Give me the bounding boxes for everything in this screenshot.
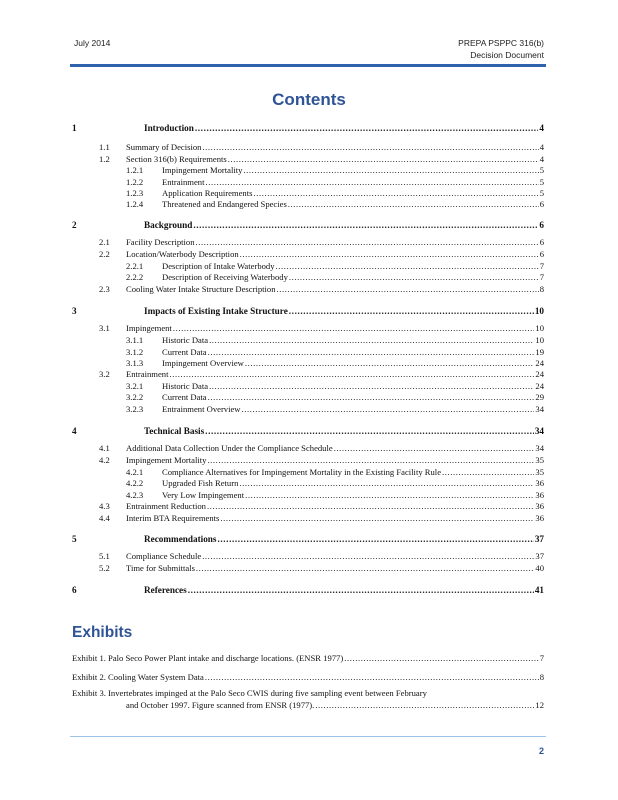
leader-dots (173, 322, 535, 334)
toc-entry-number: 4 (72, 426, 77, 436)
toc-entry-number: 2.2.1 (126, 261, 144, 271)
toc-entry[interactable] (72, 334, 544, 346)
toc-entry-line (126, 512, 544, 524)
header-doc-subtitle: Decision Document (470, 50, 544, 60)
leader-dots (196, 562, 534, 574)
leader-dots (240, 248, 539, 260)
leader-dots (196, 236, 539, 248)
toc-entry-page: 7 (539, 261, 544, 271)
leader-dots (277, 283, 539, 295)
toc-entry-page: 24 (535, 369, 544, 379)
toc-entry-title: Summary of Decision (126, 142, 202, 152)
toc-entry-number: 4.2 (99, 455, 110, 465)
toc-entry-page: 4 (539, 142, 544, 152)
toc-entry-title: Current Data (162, 347, 207, 357)
toc-entry[interactable] (72, 391, 544, 403)
toc-entry[interactable] (72, 164, 544, 176)
toc-entry-number: 1.2.2 (126, 177, 144, 187)
toc-entry-line (162, 334, 544, 346)
toc-entry[interactable] (72, 512, 544, 524)
toc-entry[interactable] (72, 477, 544, 489)
toc-entry-page: 6 (539, 237, 544, 247)
leader-dots (239, 477, 534, 489)
toc-entry-number: 2 (72, 220, 77, 230)
toc-entry-title: Application Requirements (162, 188, 253, 198)
toc-entry[interactable] (72, 283, 544, 295)
toc-entry[interactable] (72, 305, 544, 317)
toc-entry-page: 5 (539, 188, 544, 198)
toc-entry-title: Description of Receiving Waterbody (162, 272, 288, 282)
toc-entry-line (162, 164, 544, 176)
leader-dots (193, 219, 538, 231)
toc-entry-line (126, 500, 544, 512)
toc-entry-page: 34 (535, 443, 544, 453)
toc-entry-page: 6 (539, 249, 544, 259)
toc-entry-page: 5 (539, 165, 544, 175)
leader-dots (217, 533, 533, 545)
toc-entry-page: 6 (539, 199, 544, 209)
toc-entry-line (126, 442, 544, 454)
toc-entry-number: 5 (72, 534, 77, 544)
exhibits-heading: Exhibits (72, 624, 133, 641)
toc-entry-line (144, 584, 544, 596)
toc-entry-line (126, 368, 544, 380)
toc-entry-number: 3.1 (99, 323, 110, 333)
toc-entry-title: Entrainment Overview (162, 404, 241, 414)
toc-entry-page: 35 (535, 467, 544, 477)
toc-entry-number: 3.2 (99, 369, 110, 379)
toc-entry-number: 4.2.3 (126, 490, 144, 500)
toc-entry[interactable] (72, 550, 544, 562)
toc-entry[interactable] (72, 368, 544, 380)
leader-dots (289, 271, 539, 283)
toc-entry[interactable] (72, 219, 544, 231)
leader-dots (208, 391, 535, 403)
exhibit-page: 12 (535, 700, 544, 710)
toc-entry-number: 3 (72, 306, 77, 316)
toc-entry-title: Threatened and Endangered Species (162, 199, 287, 209)
toc-entry-line (162, 391, 544, 403)
toc-entry-page: 34 (534, 426, 544, 436)
toc-entry-line (126, 283, 544, 295)
toc-entry-page: 29 (535, 392, 544, 402)
toc-entry-title: Impingement Overview (162, 358, 244, 368)
leader-dots (169, 368, 534, 380)
toc-entry-number: 3.1.3 (126, 358, 144, 368)
toc-entry-number: 6 (72, 585, 77, 595)
toc-entry-line (144, 533, 544, 545)
toc-entry[interactable] (72, 141, 544, 153)
exhibit-title: Exhibit 2. Cooling Water System Data (72, 672, 204, 682)
exhibit-entry-2[interactable] (72, 671, 544, 683)
toc-entry-title: Introduction (144, 123, 194, 133)
leader-dots (202, 550, 534, 562)
toc-entry-page: 4 (539, 123, 544, 133)
toc-entry-line (162, 271, 544, 283)
leader-dots (209, 334, 534, 346)
toc-entry-title: Impingement Mortality (162, 165, 243, 175)
toc-entry-page: 36 (535, 478, 544, 488)
toc-entry-title: Compliance Schedule (126, 551, 202, 561)
toc-entry-line (126, 562, 544, 574)
toc-entry[interactable] (72, 425, 544, 437)
toc-entry-page: 36 (535, 501, 544, 511)
toc-entry-number: 4.2.2 (126, 478, 144, 488)
toc-entry-title: Cooling Water Intake Structure Description (126, 284, 276, 294)
toc-entry-number: 5.2 (99, 563, 110, 573)
toc-entry-number: 2.2 (99, 249, 110, 259)
toc-entry[interactable] (72, 271, 544, 283)
footer-rule (70, 736, 546, 737)
toc-entry-line (162, 477, 544, 489)
toc-entry-line (144, 305, 544, 317)
contents-heading: Contents (272, 90, 346, 109)
toc-entry[interactable] (72, 236, 544, 248)
toc-entry[interactable] (72, 122, 544, 134)
header-doc-title: PREPA PSPPC 316(b) (458, 38, 544, 48)
exhibit-page: 8 (539, 672, 544, 682)
toc-entry-title: Description of Intake Waterbody (162, 261, 275, 271)
toc-entry-title: Additional Data Collection Under the Compliance Schedule (126, 443, 333, 453)
toc-entry[interactable] (72, 454, 544, 466)
toc-entry-title: Background (144, 220, 193, 230)
toc-entry-title: Impingement Mortality (126, 455, 207, 465)
toc-entry-page: 40 (535, 563, 544, 573)
toc-entry-page: 5 (539, 177, 544, 187)
toc-entry-page: 6 (539, 220, 544, 230)
toc-entry-line (126, 322, 544, 334)
toc-entry-line (162, 198, 544, 210)
toc-entry-title: Upgraded Fish Return (162, 478, 239, 488)
toc-entry-line (126, 454, 544, 466)
toc-entry-number: 3.2.1 (126, 381, 144, 391)
toc-entry-title: Impingement (126, 323, 172, 333)
toc-entry-page: 4 (539, 154, 544, 164)
leader-dots (242, 403, 535, 415)
toc-entry-line (144, 425, 544, 437)
toc-entry-number: 2.1 (99, 237, 110, 247)
page-number: 2 (538, 746, 544, 756)
toc-entry-line (162, 403, 544, 415)
toc-entry-title: Impacts of Existing Intake Structure (144, 306, 288, 316)
toc-entry-page: 10 (534, 306, 544, 316)
toc-entry-title: Very Low Impingement (162, 490, 245, 500)
leader-dots (195, 122, 539, 134)
toc-entry[interactable] (72, 403, 544, 415)
toc-entry-number: 3.1.2 (126, 347, 144, 357)
toc-entry-line (126, 550, 544, 562)
toc-entry[interactable] (72, 442, 544, 454)
toc-entry[interactable] (72, 322, 544, 334)
toc-entry-title: References (144, 585, 187, 595)
toc-entry-page: 7 (539, 272, 544, 282)
leader-dots (289, 305, 534, 317)
toc-entry-page: 8 (539, 284, 544, 294)
leader-dots (334, 442, 535, 454)
toc-entry-title: Entrainment (126, 369, 169, 379)
toc-entry-page: 19 (535, 347, 544, 357)
leader-dots (205, 425, 534, 437)
exhibit-entry-3[interactable] (72, 687, 544, 711)
toc-entry[interactable] (72, 500, 544, 512)
toc-entry-title: Recommendations (144, 534, 217, 544)
toc-entry-page: 24 (535, 381, 544, 391)
toc-entry-number: 3.2.2 (126, 392, 144, 402)
leader-dots (288, 198, 539, 210)
toc-entry-page: 37 (535, 551, 544, 561)
toc-entry-number: 1.2 (99, 154, 110, 164)
toc-entry[interactable] (72, 533, 544, 545)
toc-entry-number: 1.2.1 (126, 165, 144, 175)
leader-dots (243, 164, 538, 176)
toc-entry-number: 1 (72, 123, 77, 133)
leader-dots (207, 454, 534, 466)
toc-entry-number: 1.1 (99, 142, 110, 152)
toc-entry-title: Section 316(b) Requirements (126, 154, 227, 164)
toc-entry-page: 36 (535, 490, 544, 500)
leader-dots (207, 500, 534, 512)
leader-dots (202, 141, 538, 153)
toc-entry-title: Historic Data (162, 335, 209, 345)
toc-entry-number: 3.2.3 (126, 404, 144, 414)
toc-entry-title: Technical Basis (144, 426, 205, 436)
toc-entry[interactable] (72, 584, 544, 596)
toc-entry-number: 3.1.1 (126, 335, 144, 345)
toc-entry-title: Interim BTA Requirements (126, 513, 220, 523)
toc-entry-number: 4.2.1 (126, 467, 144, 477)
toc-entry-line (144, 122, 544, 134)
leader-dots (220, 512, 534, 524)
leader-dots (344, 652, 538, 664)
exhibit-page: 7 (539, 653, 544, 663)
leader-dots (205, 671, 539, 683)
toc-entry-line (126, 236, 544, 248)
exhibit-entry-1[interactable] (72, 652, 544, 664)
toc-entry-line (144, 219, 544, 231)
toc-entry-number: 2.3 (99, 284, 110, 294)
toc-entry-page: 36 (535, 513, 544, 523)
header-rule (70, 64, 546, 67)
exhibit-title-continued: and October 1997. Figure scanned from ENSR (1977). (126, 700, 315, 710)
header-date: July 2014 (74, 38, 111, 48)
toc-entry-title: Entrainment Reduction (126, 501, 206, 511)
toc-entry-page: 10 (535, 323, 544, 333)
toc-entry-title: Current Data (162, 392, 207, 402)
exhibit-title: Exhibit 3. Invertebrates impinged at the Palo Seco CWIS during five sampling event between February (72, 688, 427, 698)
toc-entry-line (126, 141, 544, 153)
toc-entry[interactable] (72, 248, 544, 260)
toc-entry[interactable] (72, 198, 544, 210)
toc-entry-page: 35 (535, 455, 544, 465)
toc-entry-page: 10 (535, 335, 544, 345)
toc-entry-number: 1.2.3 (126, 188, 144, 198)
toc-entry-number: 1.2.4 (126, 199, 144, 209)
exhibit-title: Exhibit 1. Palo Seco Power Plant intake and discharge locations. (ENSR 1977) (72, 653, 344, 663)
toc-entry-title: Compliance Alternatives for Impingement Mortality in the Existing Facility Rule (162, 467, 442, 477)
toc-entry-title: Facility Description (126, 237, 195, 247)
toc-entry-title: Historic Data (162, 381, 209, 391)
toc-entry-line (126, 248, 544, 260)
toc-entry-number: 4.3 (99, 501, 110, 511)
toc-entry-page: 37 (534, 534, 544, 544)
toc-entry-page: 34 (535, 404, 544, 414)
toc-entry-title: Time for Submittals (126, 563, 195, 573)
toc-entry-number: 2.2.2 (126, 272, 144, 282)
leader-dots (315, 699, 534, 711)
toc-entry-page: 41 (534, 585, 544, 595)
toc-entry-page: 24 (535, 358, 544, 368)
toc-entry-number: 4.1 (99, 443, 110, 453)
toc-entry-number: 4.4 (99, 513, 110, 523)
toc-entry-title: Location/Waterbody Description (126, 249, 239, 259)
leader-dots (188, 584, 534, 596)
toc-entry-number: 5.1 (99, 551, 110, 561)
toc-entry-title: Entrainment (162, 177, 205, 187)
toc-entry[interactable] (72, 562, 544, 574)
